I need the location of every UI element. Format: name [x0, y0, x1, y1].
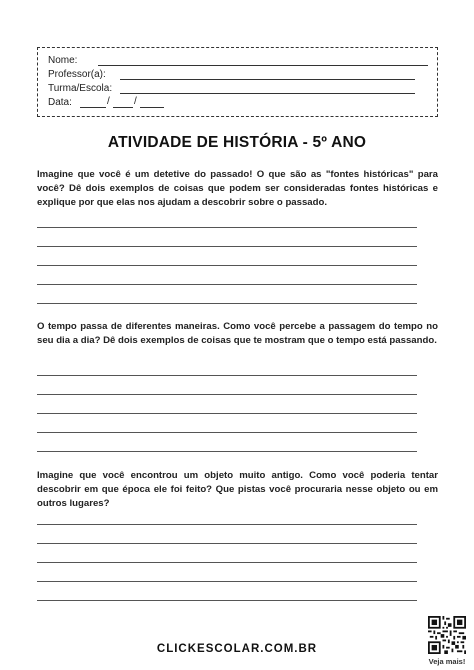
site-footer[interactable]: CLICKESCOLAR.COM.BR [156, 643, 318, 655]
date-day-field[interactable] [80, 107, 106, 108]
answer-line[interactable] [37, 543, 417, 544]
date-label: Data: [48, 97, 72, 108]
answer-line[interactable] [37, 265, 417, 266]
class-school-field[interactable] [120, 93, 415, 94]
answer-line[interactable] [37, 581, 417, 582]
date-month-field[interactable] [113, 107, 133, 108]
answer-line[interactable] [37, 413, 417, 414]
answer-line[interactable] [37, 524, 417, 525]
question-3: Imagine que você encontrou um objeto muito antigo. Como você poderia tentar descobrir em que época ele foi feito? Que pistas você procuraria nesse objeto ou em outros lugares? [37, 470, 438, 509]
name-label: Nome: [48, 55, 78, 66]
qr-caption: Veja mais! [428, 657, 466, 666]
answer-line[interactable] [37, 562, 417, 563]
answer-line[interactable] [37, 246, 417, 247]
answer-line[interactable] [37, 451, 417, 452]
question-2: O tempo passa de diferentes maneiras. Como você percebe a passagem do tempo no seu dia a dia? Dê dois exemplos de coisas que te mostram que o tempo está passando. [37, 321, 438, 346]
date-year-field[interactable] [140, 107, 164, 108]
date-separator: / [134, 96, 137, 107]
student-info-box [37, 47, 438, 117]
date-separator: / [107, 96, 110, 107]
answer-line[interactable] [37, 303, 417, 304]
answer-line[interactable] [37, 432, 417, 433]
qr-code-icon[interactable] [428, 616, 466, 654]
name-field[interactable] [98, 65, 428, 66]
answer-line[interactable] [37, 394, 417, 395]
answer-line[interactable] [37, 600, 417, 601]
class-school-label: Turma/Escola: [48, 83, 113, 94]
answer-line[interactable] [37, 227, 417, 228]
answer-line[interactable] [37, 375, 417, 376]
teacher-field[interactable] [120, 79, 415, 80]
answer-line[interactable] [37, 284, 417, 285]
teacher-label: Professor(a): [48, 69, 106, 80]
page-title: ATIVIDADE DE HISTÓRIA - 5º ANO [107, 134, 367, 151]
question-1: Imagine que você é um detetive do passado! O que são as "fontes históricas" para você? Dê dois exemplos de coisas que podem ser consideradas fontes históricas e explique por que elas nos ajudam a descobrir sobre o passado. [37, 169, 438, 208]
